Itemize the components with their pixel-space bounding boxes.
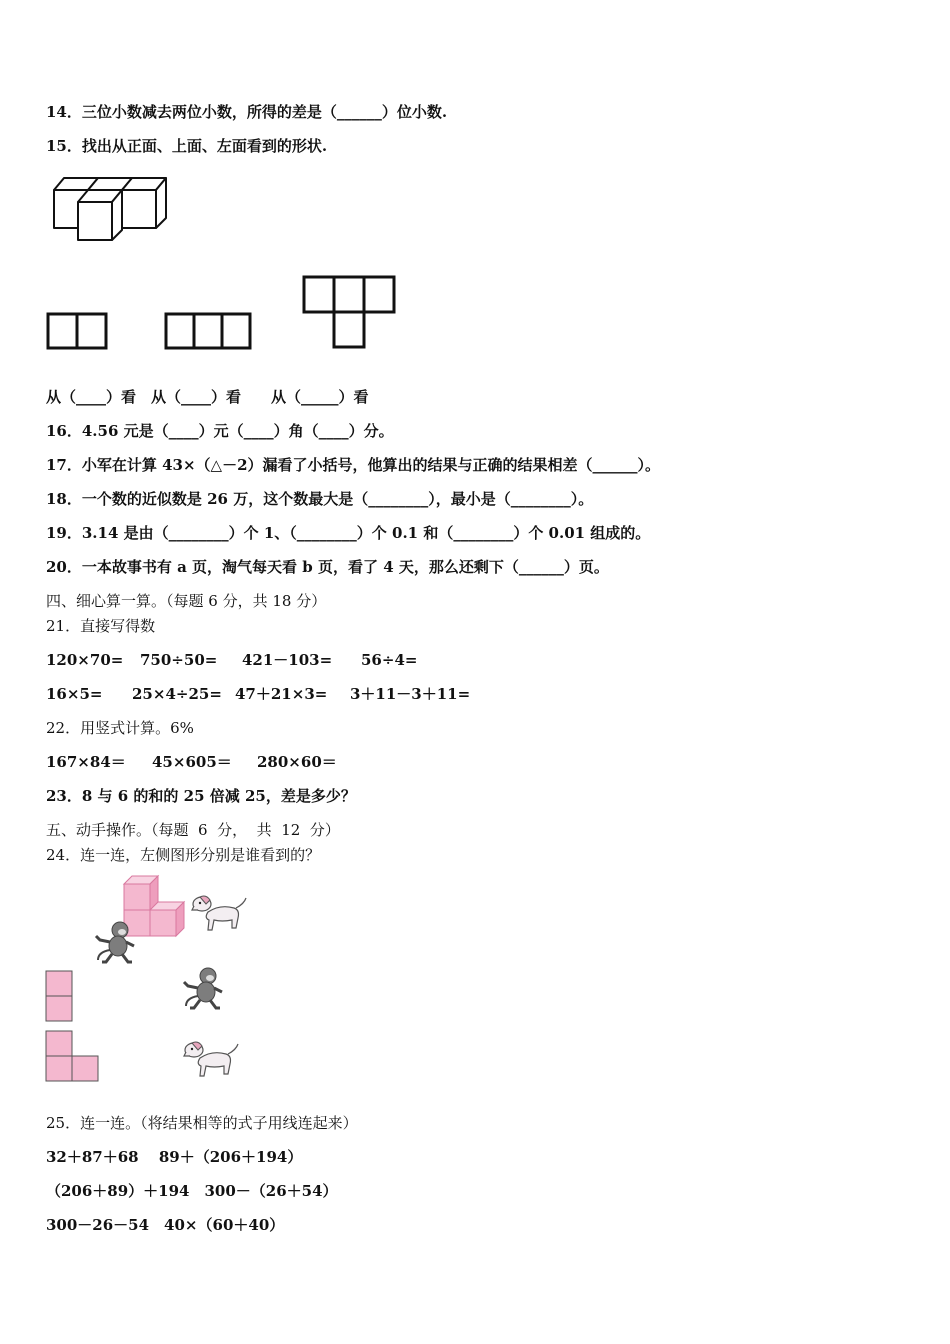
expr: 25×4÷25= bbox=[132, 685, 222, 703]
section-4-heading: 四、细心算一算。（每题 6 分，共 18 分） bbox=[46, 592, 327, 610]
section-5-heading: 五、动手操作。（每题 6 分， 共 12 分） bbox=[46, 821, 340, 839]
dog-icon bbox=[190, 892, 248, 934]
view-shape-a bbox=[46, 312, 108, 350]
expr: 3＋11－3＋11= bbox=[350, 685, 471, 703]
view-shape-c bbox=[302, 275, 398, 349]
question-20: 20．一本故事书有 a 页，淘气每天看 b 页，看了 4 天，那么还剩下（______）页。 bbox=[46, 558, 609, 576]
question-21: 21．直接写得数 bbox=[46, 617, 156, 635]
question-25: 25．连一连。（将结果相等的式子用线连起来） bbox=[46, 1114, 358, 1132]
expr: 56÷4= bbox=[361, 651, 418, 669]
view-shape-b bbox=[164, 312, 254, 350]
expr: 120×70= bbox=[46, 651, 124, 669]
cube-stack-figure bbox=[52, 176, 172, 246]
expr: 280×60＝ bbox=[257, 753, 337, 771]
monkey-icon bbox=[180, 966, 228, 1012]
expr: 16×5= bbox=[46, 685, 103, 703]
expr: 167×84＝ bbox=[46, 753, 126, 771]
q25-row-1: 32＋87＋68 89＋（206＋194） bbox=[46, 1148, 303, 1166]
question-16: 16．4.56 元是（____）元（____）角（____）分。 bbox=[46, 422, 394, 440]
question-22: 22．用竖式计算。6% bbox=[46, 719, 194, 737]
expr: 421－103= bbox=[242, 651, 333, 669]
expr: 47＋21×3= bbox=[235, 685, 328, 703]
question-17: 17．小军在计算 43×（△－2）漏看了小括号，他算出的结果与正确的结果相差（______）。 bbox=[46, 456, 661, 474]
q25-row-2: （206＋89）＋194 300－（26＋54） bbox=[46, 1182, 338, 1200]
question-23: 23．8 与 6 的和的 25 倍减 25，差是多少？ bbox=[46, 787, 356, 805]
expr: 45×605＝ bbox=[152, 753, 232, 771]
question-15: 15．找出从正面、上面、左面看到的形状. bbox=[46, 137, 328, 155]
question-19: 19．3.14 是由（________）个 1、（________）个 0.1 和（________）个 0.01 组成的。 bbox=[46, 524, 651, 542]
dog-icon bbox=[182, 1038, 240, 1080]
q25-row-3: 300－26－54 40×（60＋40） bbox=[46, 1216, 285, 1234]
monkey-icon bbox=[92, 920, 140, 966]
question-15-answer: 从（____）看 从（____）看 从（_____）看 bbox=[46, 388, 369, 406]
expr: 750÷50= bbox=[140, 651, 218, 669]
pink-view-shape-a bbox=[45, 970, 75, 1024]
question-24: 24．连一连，左侧图形分别是谁看到的？ bbox=[46, 846, 321, 864]
question-14: 14．三位小数减去两位小数，所得的差是（______）位小数. bbox=[46, 103, 448, 121]
question-18: 18．一个数的近似数是 26 万，这个数最大是（________），最小是（________）。 bbox=[46, 490, 594, 508]
pink-view-shape-b bbox=[45, 1030, 101, 1084]
